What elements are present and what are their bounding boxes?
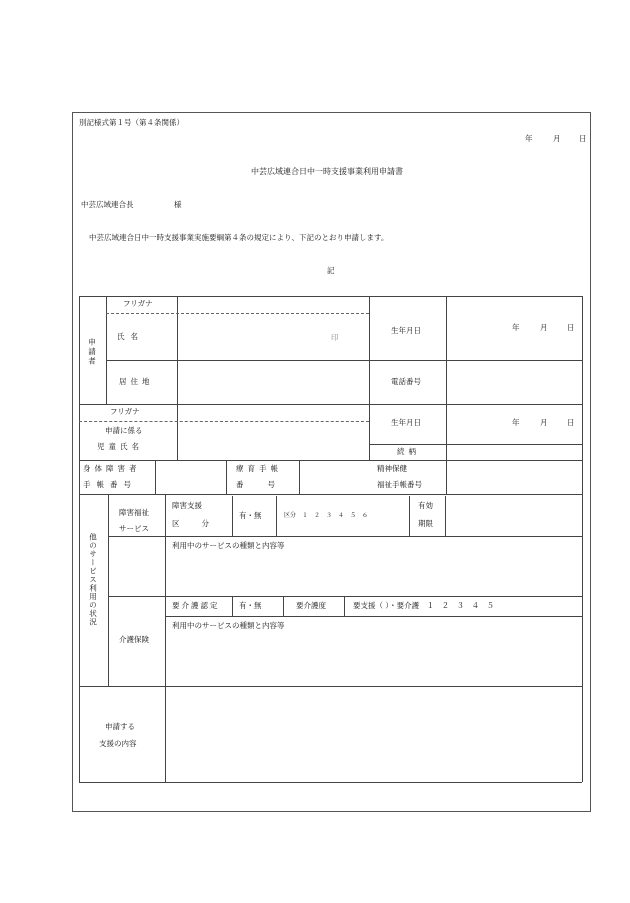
address-label: 居住地 [119,377,154,386]
seal-mark: 印 [331,333,339,342]
support-content-label-2: 支援の内容 [99,739,137,748]
welfare-label-1: 障害福祉 [119,508,149,517]
child-birth-day: 日 [567,418,575,427]
welfare-label-2: サービス [119,524,149,533]
support-class-label-1: 障害支援 [172,501,202,510]
kubun-scale: 区分 １ ２ ３ ４ ５ ６ [284,512,369,519]
ryoiku-label-2: 番号 [236,480,299,489]
applicant-label: 申請者 [87,338,97,367]
care-cert-label: 要介護認定 [172,601,220,610]
child-birth-year: 年 [512,418,520,427]
child-birth-month: 月 [540,418,548,427]
honorific: 様 [174,200,182,209]
birth-day: 日 [567,323,575,332]
care-level-label: 要介護度 [296,601,326,610]
relationship-label: 続柄 [397,447,420,456]
kaigo-label: 介護保険 [119,635,149,644]
form-number: 別記様式第１号（第４条関係） [79,118,184,127]
child-birth-date-label: 生年月日 [391,418,421,427]
ki-mark: 記 [327,266,335,275]
addressee: 中芸広域連合長 [81,200,134,209]
date-year: 年 [525,134,533,143]
child-name-label-2: 児童氏名 [97,442,143,451]
other-services-label: 他のサービス利用の状況 [88,533,98,627]
form-title: 中芸広域連合日中一時支援事業利用申請書 [251,167,403,176]
intro-text: 中芸広域連合日中一時支援事業実施要綱第４条の規定により、下記のとおり申請します。 [89,233,389,242]
furigana-label: フリガナ [123,299,153,308]
name-label: 氏名 [117,332,144,341]
mental-label-1: 精神保健 [377,464,407,473]
kaigo-service-detail: 利用中のサービスの種類と内容等 [172,621,285,630]
phys-book-label-2: 手帳番号 [83,480,137,489]
birth-date-label: 生年月日 [391,326,421,335]
form-page [72,112,591,812]
birth-month: 月 [540,323,548,332]
welfare-service-detail: 利用中のサービスの種類と内容等 [172,541,285,550]
birth-year: 年 [512,323,520,332]
phys-book-label-1: 身体障害者 [83,464,141,473]
child-name-label-1: 申請に係る [105,426,143,435]
date-day: 日 [579,134,587,143]
valid-label-2: 期限 [418,519,433,528]
ryoiku-label-1: 療育手帳 [236,464,282,473]
child-furigana-label: フリガナ [110,407,140,416]
support-content-label-1: 申請する [105,722,135,731]
welfare-umu: 有・無 [239,511,262,520]
phone-label: 電話番号 [391,377,421,386]
care-umu: 有・無 [239,601,262,610]
mental-label-2: 福祉手帳番号 [377,480,422,489]
support-class-label-2: 区分 [172,519,231,528]
care-scale: 要支援（ ）・要介護 １ ２ ３ ４ ５ [353,601,495,610]
date-month: 月 [553,134,561,143]
valid-label-1: 有効 [418,501,433,510]
